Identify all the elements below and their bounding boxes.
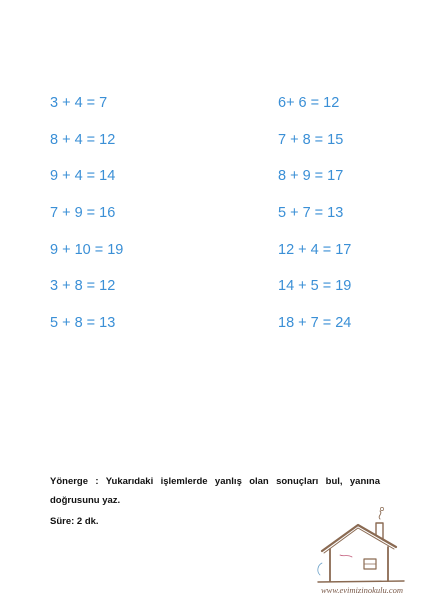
equation: 5 + 7 = 13 <box>278 205 344 222</box>
instructions-text: Yönerge : Yukarıdaki işlemlerde yanlış olan sonuçları bul, yanına doğrusunu yaz. <box>50 476 380 506</box>
equation: 7 + 9 = 16 <box>50 205 116 222</box>
equation: 9 + 4 = 14 <box>50 168 116 185</box>
right-equations-column <box>278 94 351 351</box>
equation: 14 + 5 = 19 <box>278 278 352 295</box>
equation: 9 + 10 = 19 <box>50 241 124 258</box>
logo-wordmark: www.evimizinokulu.com <box>321 585 403 595</box>
house-logo <box>300 505 424 600</box>
left-equations-column <box>50 94 123 351</box>
duration-text: Süre: 2 dk. <box>50 516 99 527</box>
equation: 8 + 9 = 17 <box>278 168 344 185</box>
equation: 18 + 7 = 24 <box>278 315 352 332</box>
equation: 12 + 4 = 17 <box>278 241 352 258</box>
equation: 8 + 4 = 12 <box>50 131 116 148</box>
equation: 6+ 6 = 12 <box>278 95 340 111</box>
equation: 5 + 8 = 13 <box>50 315 116 332</box>
equation: 3 + 4 = 7 <box>50 95 108 111</box>
equation: 7 + 8 = 15 <box>278 131 344 148</box>
equation: 3 + 8 = 12 <box>50 278 116 295</box>
